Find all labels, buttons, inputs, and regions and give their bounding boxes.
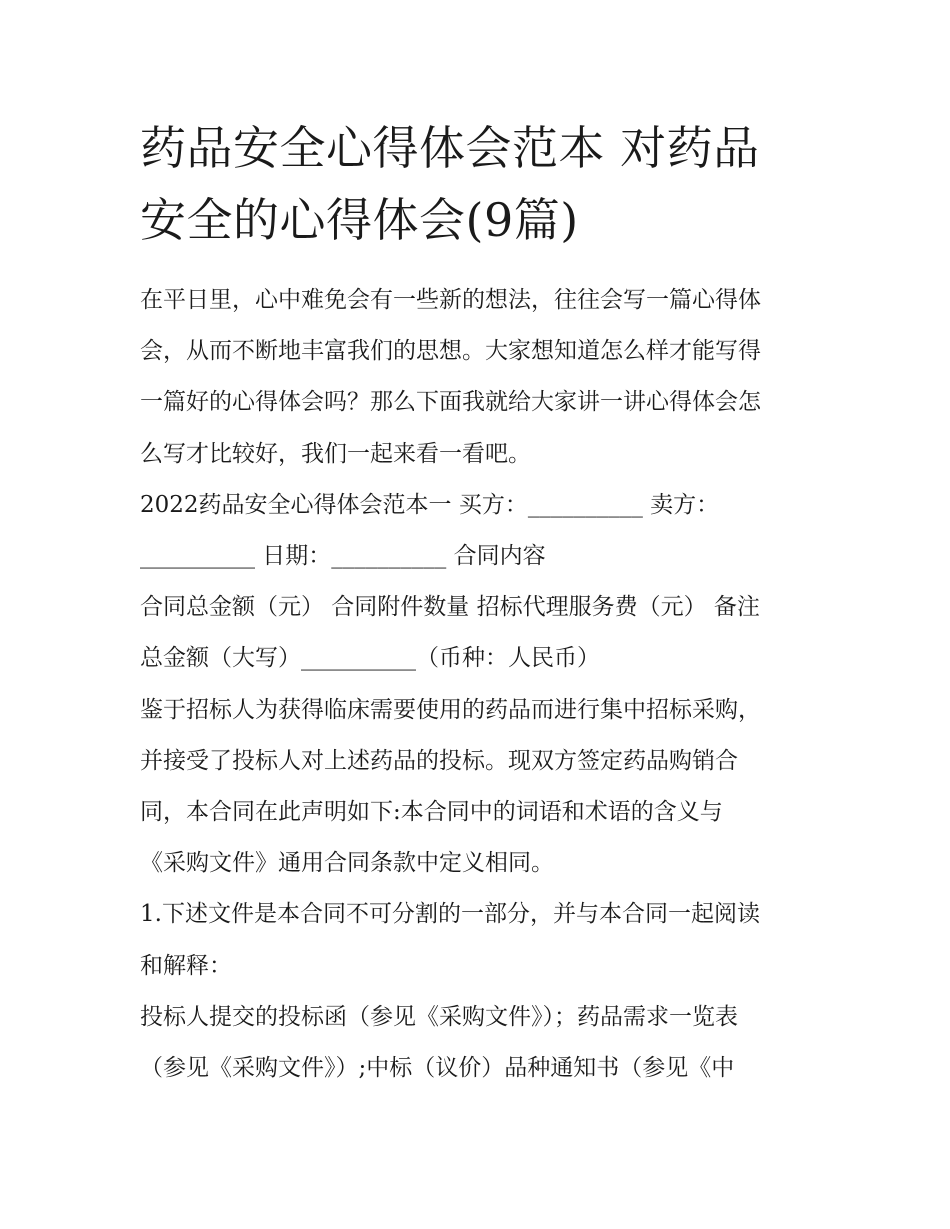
preamble-line-1: 鉴于招标人为获得临床需要使用的药品而进行集中招标采购，: [140, 696, 761, 723]
documents-line-2: （参见《采购文件》）;中标（议价）品种通知书（参见《中: [140, 1055, 735, 1082]
document-body: [140, 275, 830, 1094]
documents-line-1: 投标人提交的投标函（参见《采购文件》）；药品需求一览表: [140, 1003, 738, 1030]
title-line-2: 安全的心得体会(9篇): [140, 193, 579, 247]
contract-fields-line: 合同总金额（元） 合同附件数量 招标代理服务费（元） 备注: [140, 594, 760, 621]
intro-line-4: 么写才比较好，我们一起来看一看吧。: [140, 440, 531, 467]
total-amount-line: 总金额（大写）__________（币种：人民币）: [140, 645, 600, 672]
contract-header-line-1: 2022药品安全心得体会范本一 买方：__________ 卖方：: [140, 491, 720, 518]
title-line-1: 药品安全心得体会范本 对药品: [140, 121, 760, 175]
intro-line-2: 会，从而不断地丰富我们的思想。大家想知道怎么样才能写得: [140, 338, 761, 365]
clause-1-line-1: 1.下述文件是本合同不可分割的一部分，并与本合同一起阅读: [140, 901, 760, 928]
intro-line-1: 在平日里，心中难免会有一些新的想法，往往会写一篇心得体: [140, 287, 761, 313]
clause-1-line-2: 和解释：: [140, 952, 232, 979]
preamble-line-3: 同，本合同在此声明如下:本合同中的词语和术语的含义与: [140, 799, 723, 826]
contract-header-line-2: __________ 日期：__________ 合同内容: [140, 543, 546, 570]
document-title: [140, 112, 830, 256]
preamble-line-4: 《采购文件》通用合同条款中定义相同。: [140, 850, 554, 877]
intro-line-3: 一篇好的心得体会吗？那么下面我就给大家讲一讲心得体会怎: [140, 389, 761, 416]
preamble-line-2: 并接受了投标人对上述药品的投标。现双方签定药品购销合: [140, 747, 738, 774]
